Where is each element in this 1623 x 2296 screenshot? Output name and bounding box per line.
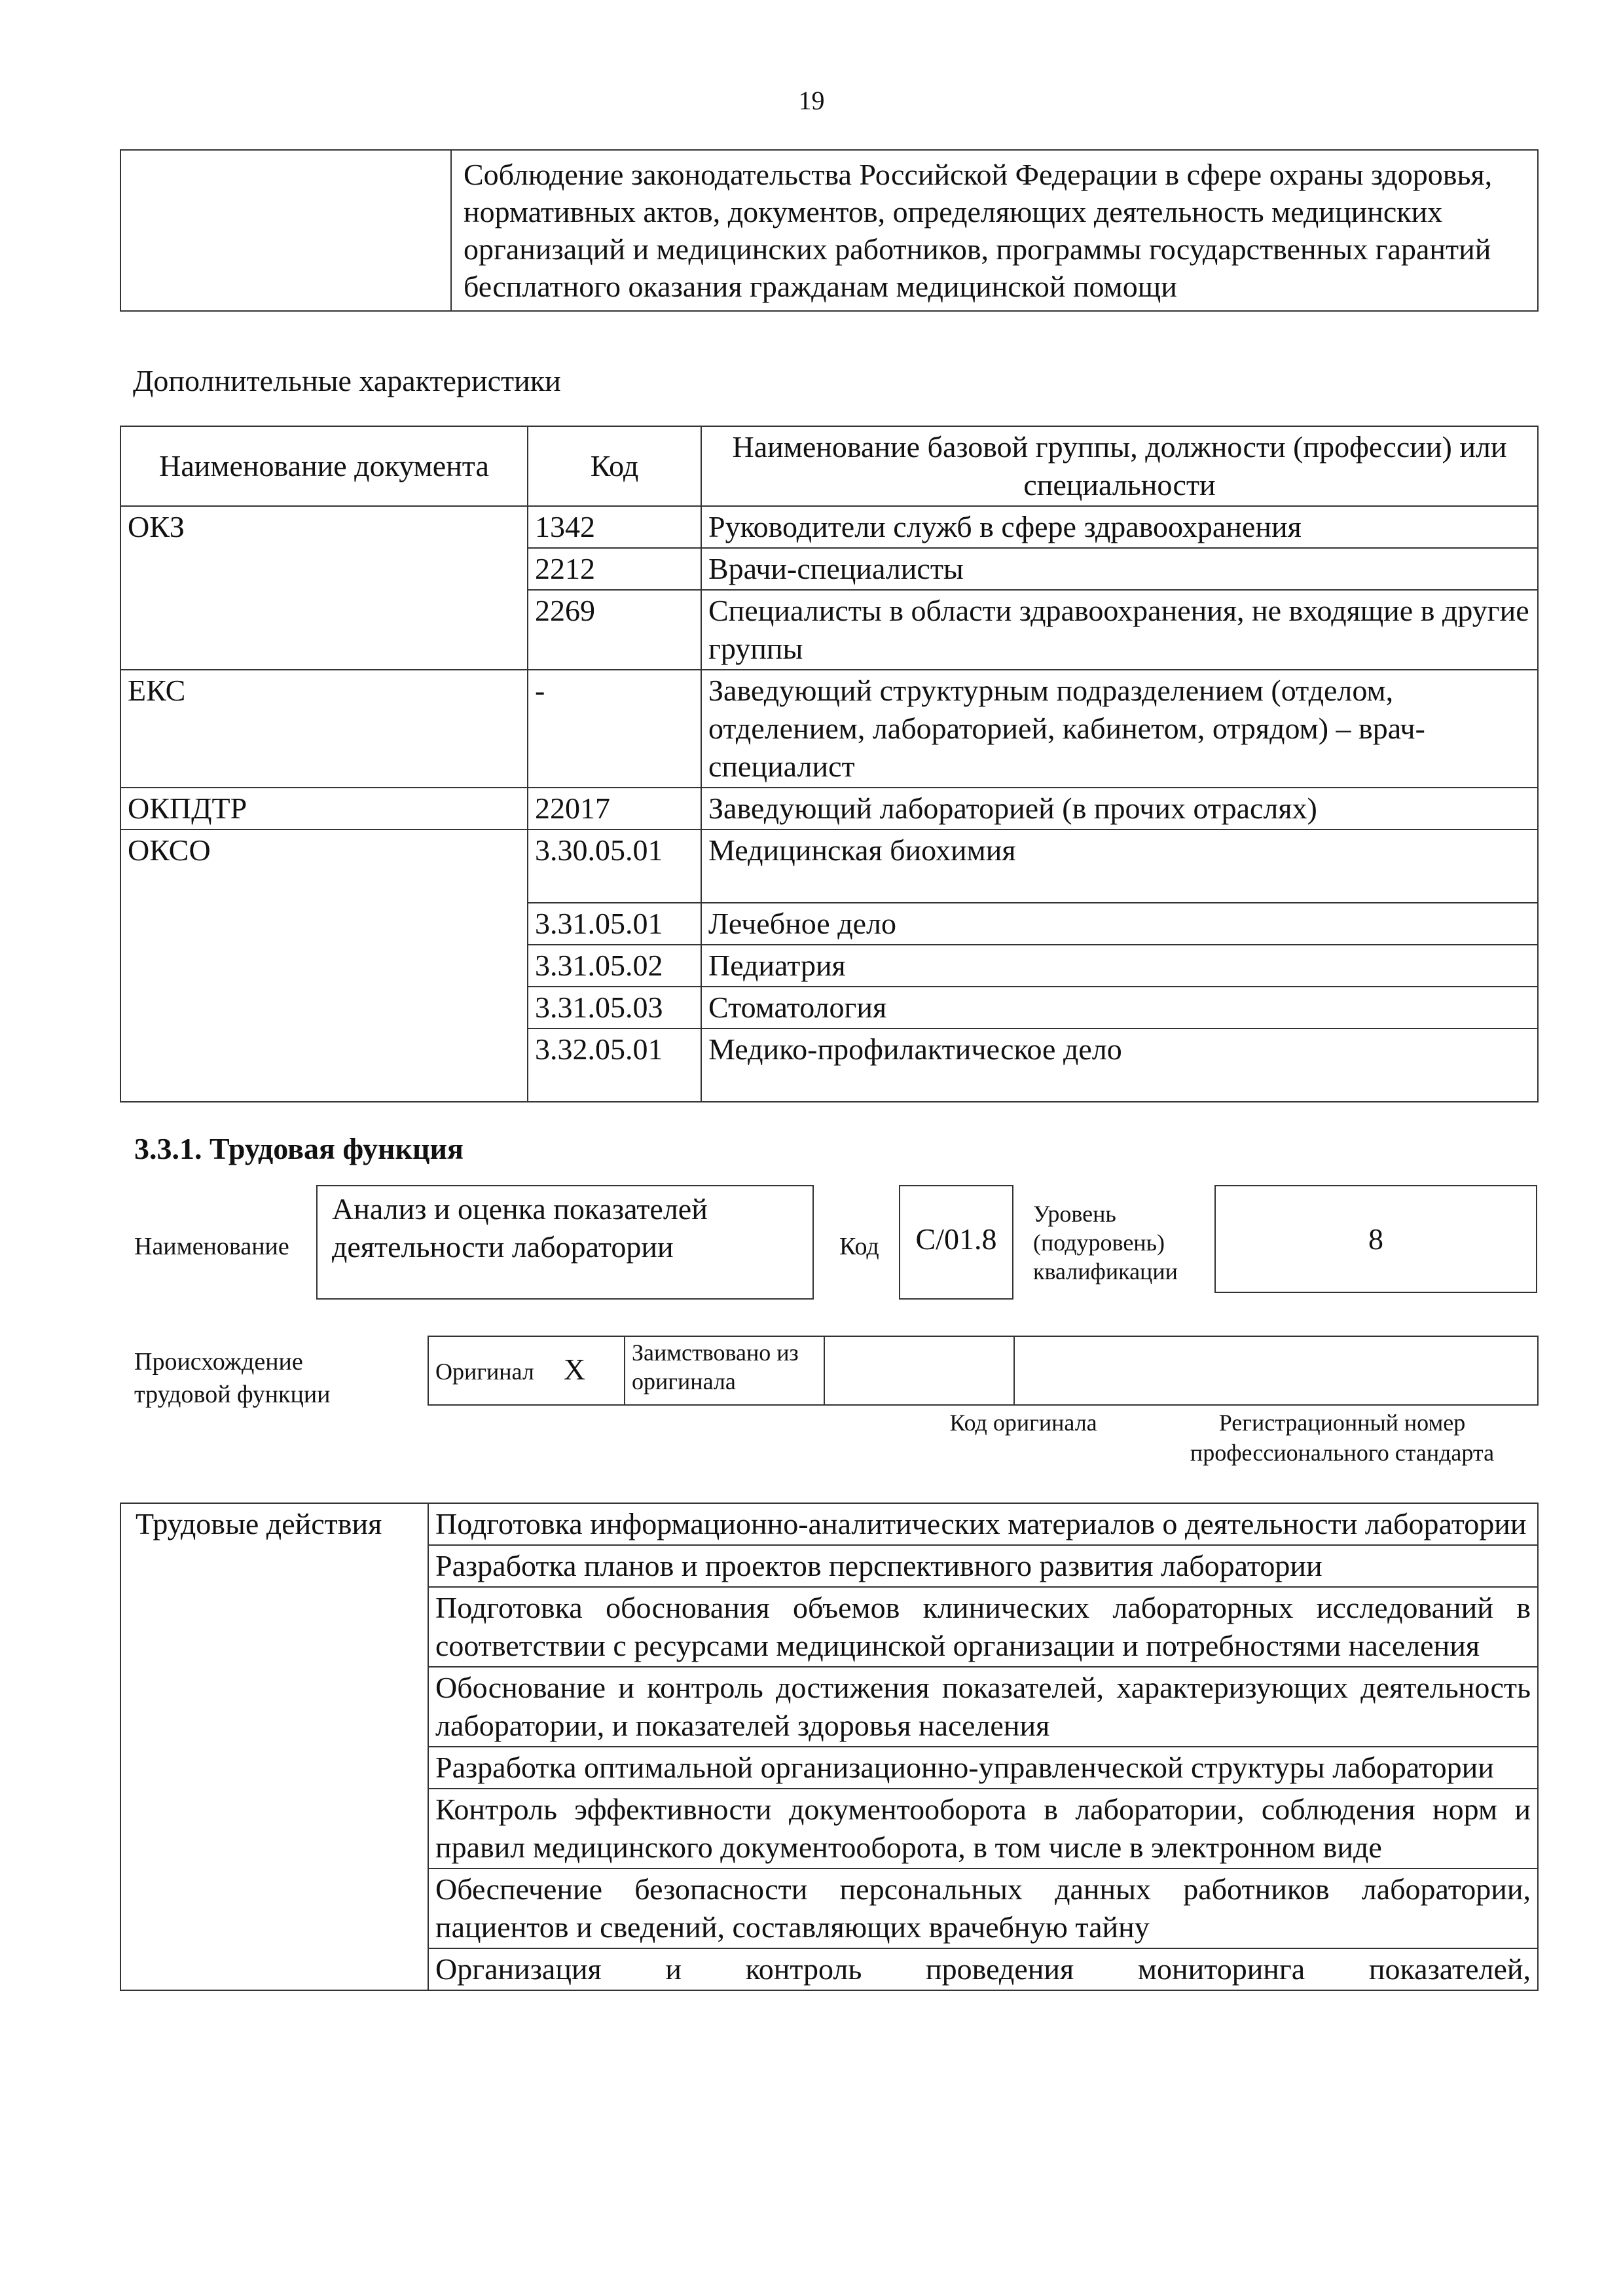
okpdtr-code: 22017 <box>528 788 701 829</box>
okso-name-2: Лечебное дело <box>701 903 1538 945</box>
actions-label: Трудовые действия <box>120 1503 428 1990</box>
top-table-empty-cell <box>120 150 451 311</box>
function-level-label: Уровень (подуровень) квалификации <box>1033 1201 1178 1285</box>
action-item: Контроль эффективности документооборота в лаборатории, соблюдения норм и правил медицинского документооборота, в том числе в электронном виде <box>428 1789 1538 1868</box>
okso-code-1: 3.30.05.01 <box>528 829 701 903</box>
origin-table <box>428 1336 1539 1406</box>
okz-name-2: Врачи-специалисты <box>701 548 1538 590</box>
origin-label: Происхождение трудовой функции <box>134 1348 331 1408</box>
origin-code-caption: Код оригинала <box>949 1410 1097 1436</box>
function-code-label: Код <box>839 1233 879 1260</box>
additional-heading: Дополнительные характеристики <box>133 364 561 397</box>
okz-doc: ОКЗ <box>120 506 528 670</box>
okz-code-3: 2269 <box>528 590 701 670</box>
okso-name-5: Медико-профилактическое дело <box>701 1029 1538 1102</box>
action-item: Организация и контроль проведения мониторинга показателей, <box>428 1948 1538 1990</box>
header-document: Наименование документа <box>120 426 528 506</box>
eks-doc: ЕКС <box>120 670 528 788</box>
origin-code-cell <box>824 1336 1014 1405</box>
okpdtr-name: Заведующий лабораторией (в прочих отраслях) <box>701 788 1538 829</box>
origin-original-label: Оригинал <box>435 1358 534 1385</box>
origin-reg-cell <box>1014 1336 1538 1405</box>
header-group: Наименование базовой группы, должности (профессии) или специальности <box>701 426 1538 506</box>
origin-original-cell <box>428 1336 625 1405</box>
function-level-value: 8 <box>1368 1222 1383 1256</box>
okz-code-1: 1342 <box>528 506 701 548</box>
okz-name-1: Руководители служб в сфере здравоохранения <box>701 506 1538 548</box>
additional-table <box>120 426 1539 1102</box>
action-item: Обоснование и контроль достижения показателей, характеризующих деятельность лаборатории, и показателей здоровья населения <box>428 1667 1538 1747</box>
eks-code: - <box>528 670 701 788</box>
okso-doc: ОКСО <box>120 829 528 1102</box>
okso-code-2: 3.31.05.01 <box>528 903 701 945</box>
page-number: 19 <box>798 86 825 115</box>
origin-reg-caption: Регистрационный номер профессионального стандарта <box>1190 1410 1495 1466</box>
origin-original-mark: X <box>563 1353 586 1386</box>
okso-name-4: Стоматология <box>701 987 1538 1029</box>
header-code: Код <box>528 426 701 506</box>
okso-name-3: Педиатрия <box>701 945 1538 987</box>
function-name-value: Анализ и оценка показателей деятельности лаборатории <box>332 1192 708 1264</box>
top-table-text: Соблюдение законодательства Российской Федерации в сфере охраны здоровья, нормативных актов, документов, определяющих деятельность медицинских организаций и медицинских работников, программы государственных гарантий бесплатного оказания гражданам медицинской помощи <box>451 150 1538 311</box>
function-code-value: C/01.8 <box>915 1222 997 1256</box>
eks-name: Заведующий структурным подразделением (отделом, отделением, лабораторией, кабинетом, отрядом) – врач-специалист <box>701 670 1538 788</box>
okso-name-1: Медицинская биохимия <box>701 829 1538 903</box>
action-item: Обеспечение безопасности персональных данных работников лаборатории, пациентов и сведений, составляющих врачебную тайну <box>428 1868 1538 1948</box>
top-table <box>120 149 1539 312</box>
okso-code-5: 3.32.05.01 <box>528 1029 701 1102</box>
origin-borrowed-label: Заимствовано из оригинала <box>625 1336 824 1405</box>
okz-code-2: 2212 <box>528 548 701 590</box>
action-item: Подготовка информационно-аналитических материалов о деятельности лаборатории <box>428 1503 1538 1545</box>
actions-table <box>120 1503 1539 1991</box>
function-name-label: Наименование <box>134 1233 289 1260</box>
action-item: Подготовка обоснования объемов клинических лабораторных исследований в соответствии с ресурсами медицинской организации и потребностями населения <box>428 1587 1538 1667</box>
okpdtr-doc: ОКПДТР <box>120 788 528 829</box>
okz-name-3: Специалисты в области здравоохранения, не входящие в другие группы <box>701 590 1538 670</box>
okso-code-4: 3.31.05.03 <box>528 987 701 1029</box>
function-heading: 3.3.1. Трудовая функция <box>134 1132 464 1165</box>
action-item: Разработка оптимальной организационно-управленческой структуры лаборатории <box>428 1747 1538 1789</box>
action-item: Разработка планов и проектов перспективного развития лаборатории <box>428 1545 1538 1587</box>
okso-code-3: 3.31.05.02 <box>528 945 701 987</box>
